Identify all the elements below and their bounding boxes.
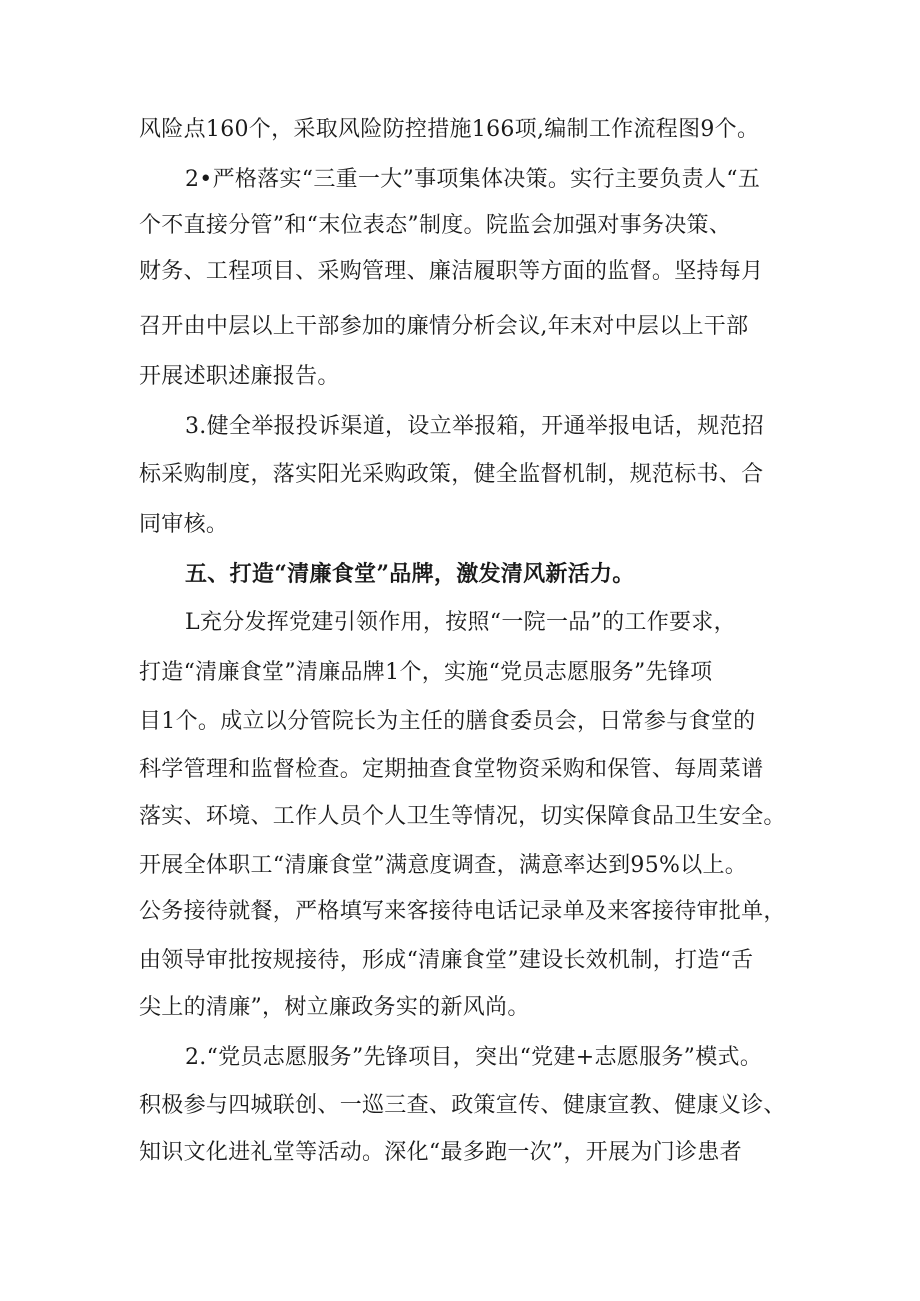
text-line: 同审核。 [139,512,229,537]
text-line: 风险点160个，采取风险防控措施166项,编制工作流程图9个。 [139,117,760,142]
text-line: 2.“党员志愿服务”先锋项目，突出“党建+志愿服务”模式。 [185,1045,763,1070]
text-line: 由领导审批按规接待，形成“清廉食堂”建设长效机制，打造“舌 [139,948,754,973]
text-line: 开展述职述廉报告。 [139,364,340,389]
text-line: 科学管理和监督检查。定期抽查食堂物资采购和保管、每周菜谱 [139,757,764,782]
text-line: 打造“清廉食堂”清廉品牌1个，实施“党员志愿服务”先锋项 [139,660,713,685]
text-line: 3.健全举报投诉渠道，设立举报箱，开通举报电话，规范招 [185,414,765,439]
text-line: 标采购制度，落实阳光采购政策，健全监督机制，规范标书、合 [139,462,764,487]
text-line: 目1个。成立以分管院长为主任的膳食委员会，日常参与食堂的 [139,709,756,734]
text-line: 公务接待就餐，严格填写来客接待电话记录单及来客接待审批单， [139,899,786,924]
text-line: 2•严格落实“三重一大”事项集体决策。实行主要负责人“五 [185,167,761,192]
text-line: 知识文化进礼堂等活动。深化“最多跑一次”，开展为门诊患者 [139,1140,742,1165]
text-line: 积极参与四城联创、一巡三查、政策宣传、健康宣教、健康义诊、 [139,1093,786,1118]
text-line: 落实、环境、工作人员个人卫生等情况，切实保障食品卫生安全。 [139,804,786,829]
text-line: 召开由中层以上干部参加的廉情分析会议,年末对中层以上干部 [139,314,749,339]
text-line: 个不直接分管”和“末位表态”制度。院监会加强对事务决策、 [139,213,732,238]
text-line: 财务、工程项目、采购管理、廉洁履职等方面的监督。坚持每月 [139,259,764,284]
section-heading: 五、打造“清廉食堂”品牌，激发清风新活力。 [185,561,635,587]
text-line: 尖上的清廉”，树立廉政务实的新风尚。 [139,995,530,1020]
text-line: L充分发挥党建引领作用，按照“一院一品”的工作要求， [185,610,736,635]
text-line: 开展全体职工“清廉食堂”满意度调查，满意率达到95%以上。 [139,853,748,878]
